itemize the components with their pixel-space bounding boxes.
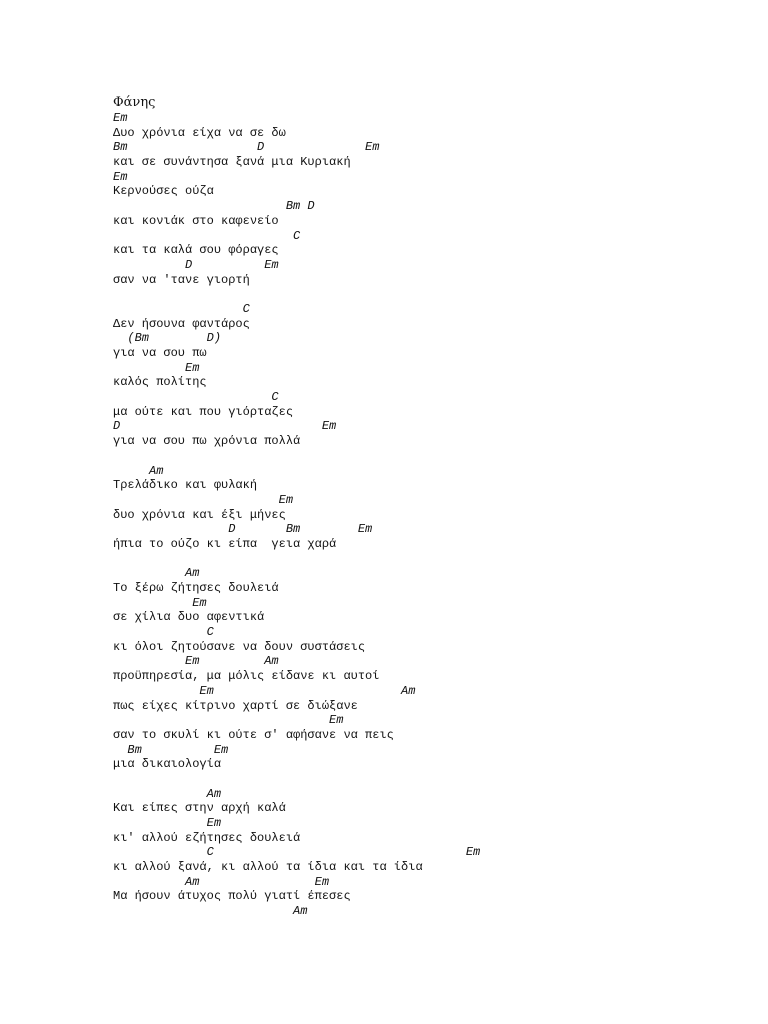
chord-line: C (113, 625, 214, 640)
lyric-line: ήπια το ούζο κι είπα γεια χαρά (113, 536, 337, 551)
lyric-line: Μα ήσουν άτυχος πολύ γιατί έπεσες (113, 889, 351, 904)
lyric-line: μα ούτε και που γιόρταζες (113, 404, 294, 419)
chord-line: D Bm Em (113, 522, 373, 537)
chord-line: Am (113, 463, 164, 478)
chord-line: Em (113, 360, 200, 375)
song-lines (113, 111, 753, 919)
lyric-line: δυο χρόνια και έξι μήνες (113, 507, 286, 522)
lyric-line: και τα καλά σου φόραγες (113, 243, 279, 258)
chord-line: D Em (113, 257, 279, 272)
lyric-line: Τρελάδικο και φυλακή (113, 478, 258, 493)
blank-line (113, 772, 753, 787)
lyric-line: κι όλοι ζητούσανε να δουν συστάσεις (113, 639, 366, 654)
chord-line: C (113, 228, 301, 243)
lyric-line: Κερνούσες ούζα (113, 184, 214, 199)
lyric-line: σαν το σκυλί κι ούτε σ' αφήσανε να πεις (113, 727, 394, 742)
lyric-line: σαν να 'τανε γιορτή (113, 272, 250, 287)
chord-line: Bm D Em (113, 140, 380, 155)
lyric-line: και σε συνάντησα ξανά μια Κυριακή (113, 155, 351, 170)
lyric-line: καλός πολίτης (113, 375, 207, 390)
lyric-line: κι αλλού ξανά, κι αλλού τα ίδια και τα ίδια (113, 860, 423, 875)
chord-line: C (113, 390, 279, 405)
chord-line: Em (113, 492, 294, 507)
chord-sheet (113, 95, 753, 919)
chord-line: Em (113, 595, 207, 610)
lyric-line: Δυο χρόνια είχα να σε δω (113, 125, 286, 140)
blank-line (113, 287, 753, 302)
lyric-line: για να σου πω (113, 346, 207, 360)
chord-line: Am Em (113, 874, 330, 889)
chord-line: D Em (113, 419, 337, 434)
lyric-line: προϋπηρεσία, μα μόλις είδανε κι αυτοί (113, 669, 380, 684)
chord-line: C Em (113, 845, 481, 860)
blank-line (113, 552, 753, 567)
chord-line: (Bm D) (113, 331, 222, 346)
lyric-line: και κονιάκ στο καφενείο (113, 213, 279, 228)
lyric-line: Δεν ήσουνα φαντάρος (113, 316, 250, 331)
chord-line: Am (113, 786, 222, 801)
song-title: Φάνης (113, 95, 156, 110)
chord-line: Bm D (113, 199, 315, 214)
lyric-line: σε χίλια δυο αφεντικά (113, 610, 265, 625)
chord-line: Em Am (113, 683, 416, 698)
lyric-line: Το ξέρω ζήτησες δουλειά (113, 581, 279, 595)
chord-line: Em (113, 169, 128, 184)
chord-line: Em (113, 111, 128, 125)
lyric-line: για να σου πω χρόνια πολλά (113, 434, 301, 449)
blank-line (113, 449, 753, 464)
chord-line: Em (113, 816, 222, 830)
chord-line: C (113, 301, 250, 316)
lyric-line: μια δικαιολογία (113, 757, 222, 772)
chord-line: Em (113, 713, 344, 728)
chord-line: Bm Em (113, 742, 229, 757)
lyric-line: Και είπες στην αρχή καλά (113, 801, 286, 816)
chord-line: Am (113, 904, 308, 919)
chord-line: Am (113, 566, 200, 581)
lyric-line: κι' αλλού εζήτησες δουλειά (113, 830, 301, 845)
chord-line: Em Am (113, 654, 279, 669)
lyric-line: πως είχες κίτρινο χαρτί σε διώξανε (113, 698, 358, 713)
